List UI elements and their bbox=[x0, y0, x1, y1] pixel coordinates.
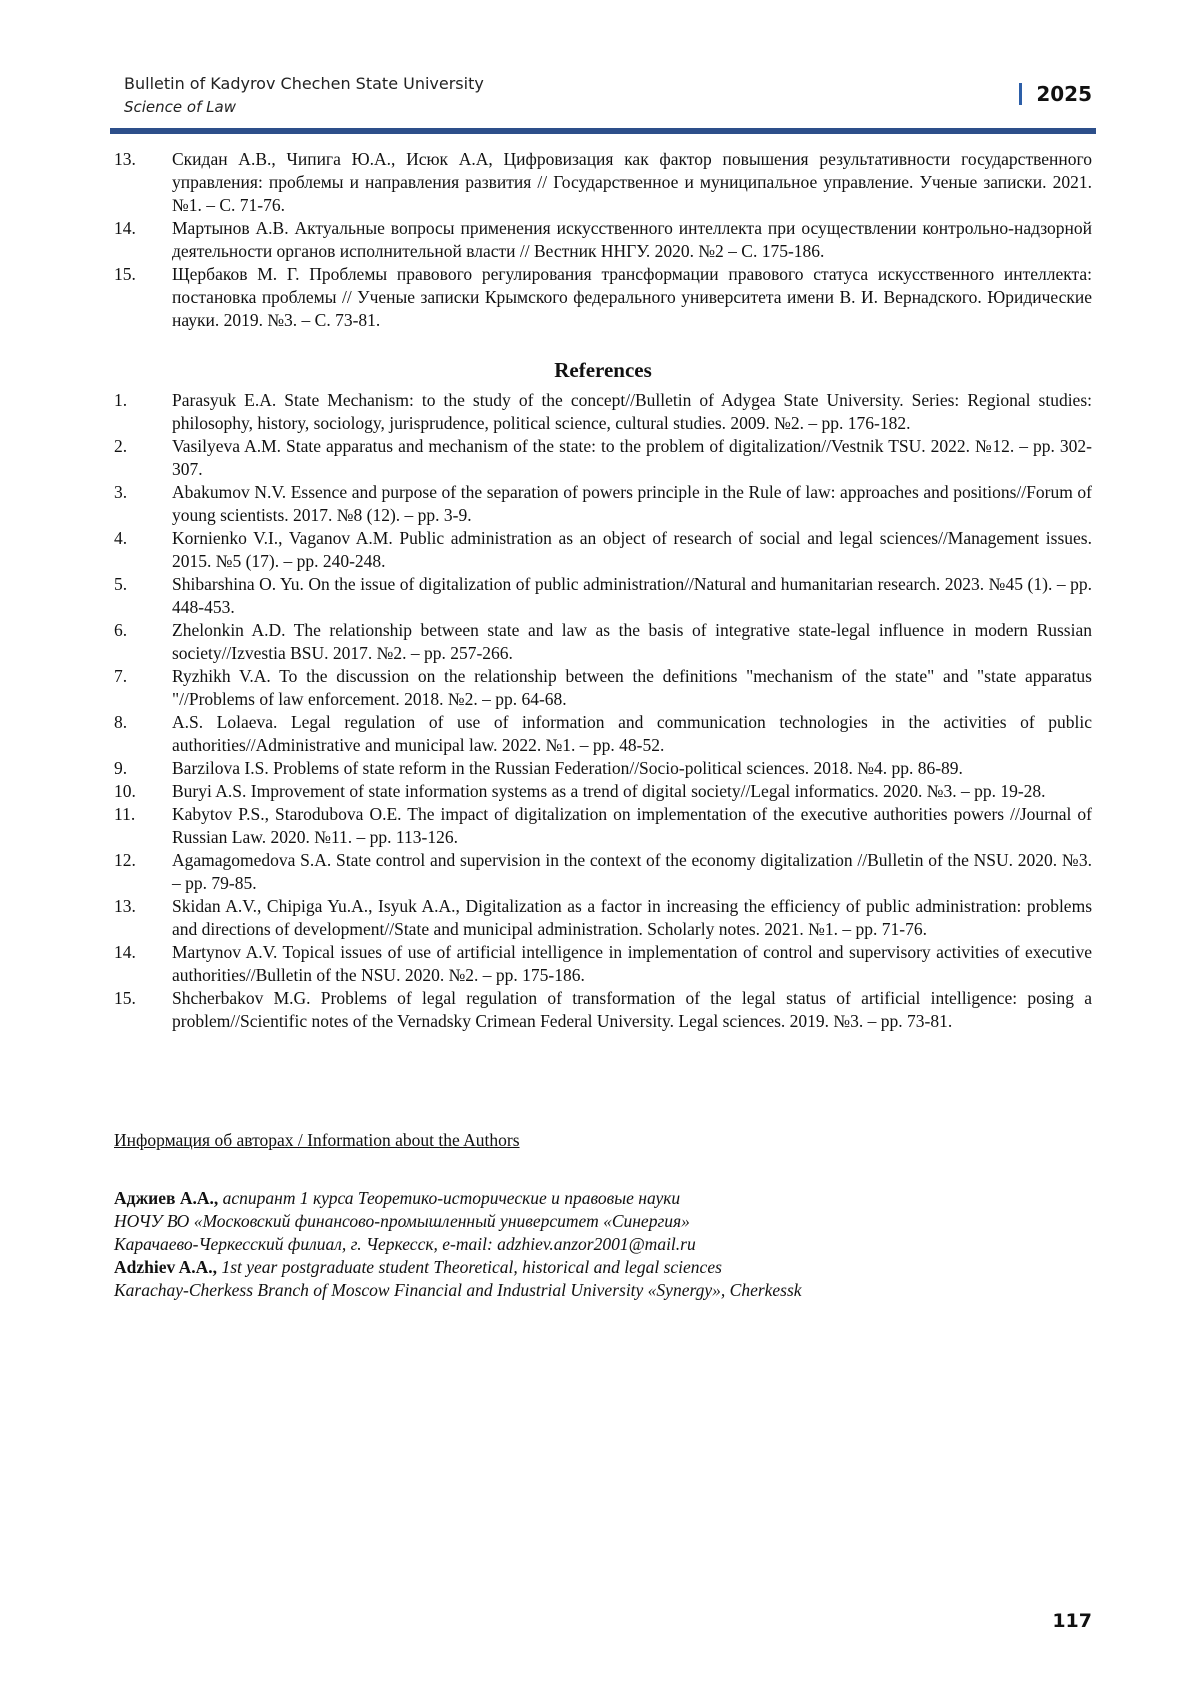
reference-text: Zhelonkin A.D. The relationship between state and law as the basis of integrative state-legal influence in modern Russian society//Izvestia BSU. 2017. №2. – pp. 257-266. bbox=[172, 620, 1092, 663]
reference-number: 1. bbox=[114, 390, 128, 410]
author-en-affiliation: Karachay-Cherkess Branch of Moscow Financial and Industrial University «Synergy», Cherkessk bbox=[114, 1280, 802, 1300]
reference-item bbox=[114, 435, 1092, 481]
reference-text: Skidan A.V., Chipiga Yu.A., Isyuk A.A., Digitalization as a factor in increasing the efficiency of public administration: problems and directions of development//State and municipal administration. Scholarly notes. 2021. №1. – pp. 71-76. bbox=[172, 896, 1092, 939]
reference-number: 14. bbox=[114, 218, 136, 238]
reference-item bbox=[114, 780, 1092, 803]
reference-number: 8. bbox=[114, 712, 128, 732]
english-reference-list bbox=[114, 389, 1092, 1033]
year-label: 2025 bbox=[1036, 82, 1092, 106]
reference-item bbox=[114, 987, 1092, 1033]
reference-item bbox=[114, 263, 1092, 332]
reference-text: Ryzhikh V.A. To the discussion on the relationship between the definitions "mechanism of the state" and "state apparatus "//Problems of law enforcement. 2018. №2. – pp. 64-68. bbox=[172, 666, 1092, 709]
reference-number: 14. bbox=[114, 942, 136, 962]
author-ru-affiliation: НОЧУ ВО «Московский финансово-промышленный университет «Синергия» bbox=[114, 1211, 690, 1231]
reference-text: Kornienko V.I., Vaganov A.M. Public administration as an object of research of social and legal sciences//Management issues. 2015. №5 (17). – pp. 240-248. bbox=[172, 528, 1092, 571]
reference-number: 6. bbox=[114, 620, 128, 640]
reference-item bbox=[114, 619, 1092, 665]
reference-number: 13. bbox=[114, 149, 136, 169]
reference-item bbox=[114, 711, 1092, 757]
reference-text: Barzilova I.S. Problems of state reform in the Russian Federation//Socio-political sciences. 2018. №4. pp. 86-89. bbox=[172, 758, 963, 778]
reference-text: Buryi A.S. Improvement of state information systems as a trend of digital society//Legal informatics. 2020. №3. – pp. 19-28. bbox=[172, 781, 1046, 801]
reference-number: 7. bbox=[114, 666, 128, 686]
reference-text: Kabytov P.S., Starodubova O.E. The impact of digitalization on implementation of the executive authorities powers //Journal of Russian Law. 2020. №11. – pp. 113-126. bbox=[172, 804, 1092, 847]
reference-text: Agamagomedova S.A. State control and supervision in the context of the economy digitalization //Bulletin of the NSU. 2020. №3. – pp. 79-85. bbox=[172, 850, 1092, 893]
reference-item bbox=[114, 573, 1092, 619]
reference-number: 11. bbox=[114, 804, 136, 824]
reference-item bbox=[114, 803, 1092, 849]
reference-number: 15. bbox=[114, 988, 136, 1008]
journal-section: Science of Law bbox=[124, 98, 236, 116]
reference-text: Щербаков М. Г. Проблемы правового регулирования трансформации правового статуса искусственного интеллекта: постановка проблемы // Ученые записки Крымского федерального университета имени В. И. Вернадского. Юридические науки. 2019. №3. – С. 73-81. bbox=[172, 264, 1092, 330]
running-header bbox=[124, 70, 1092, 130]
author-ru-position: аспирант 1 курса Теоретико-исторические и правовые науки bbox=[222, 1188, 681, 1208]
reference-item bbox=[114, 757, 1092, 780]
reference-number: 9. bbox=[114, 758, 128, 778]
authors-info bbox=[114, 1187, 802, 1302]
reference-text: A.S. Lolaeva. Legal regulation of use of information and communication technologies in the activities of public authorities//Administrative and municipal law. 2022. №1. – pp. 48-52. bbox=[172, 712, 1092, 755]
reference-number: 15. bbox=[114, 264, 136, 284]
reference-number: 3. bbox=[114, 482, 128, 502]
author-en-name: Adzhiev A.A., bbox=[114, 1257, 218, 1277]
reference-text: Shibarshina O. Yu. On the issue of digitalization of public administration//Natural and humanitarian research. 2023. №45 (1). – pp. 448-453. bbox=[172, 574, 1092, 617]
reference-text: Скидан А.В., Чипига Ю.А., Исюк А.А, Цифровизация как фактор повышения результативности государственного управления: проблемы и направления развития // Государственное и муниципальное управление. Ученые записки. 2021. №1. – С. 71-76. bbox=[172, 149, 1092, 215]
header-rule bbox=[110, 128, 1096, 134]
reference-item bbox=[114, 941, 1092, 987]
page-number: 117 bbox=[1052, 1610, 1092, 1632]
reference-number: 13. bbox=[114, 896, 136, 916]
references-heading: References bbox=[554, 358, 652, 382]
reference-number: 10. bbox=[114, 781, 136, 801]
reference-text: Мартынов А.В. Актуальные вопросы применения искусственного интеллекта при осуществлении контрольно-надзорной деятельности органов исполнительной власти // Вестник ННГУ. 2020. №2 – С. 175-186. bbox=[172, 218, 1092, 261]
reference-item bbox=[114, 895, 1092, 941]
author-ru-line bbox=[114, 1187, 802, 1210]
reference-item bbox=[114, 389, 1092, 435]
year-accent-bar bbox=[1019, 83, 1022, 105]
reference-text: Parasyuk E.A. State Mechanism: to the study of the concept//Bulletin of Adygea State University. Series: Regional studies: philosophy, history, sociology, jurisprudence, political science, cultural studies. 2009. №2. – pp. 176-182. bbox=[172, 390, 1092, 433]
author-ru-name: Аджиев А.А., bbox=[114, 1188, 219, 1208]
author-ru-branch: Карачаево-Черкесский филиал, г. Черкесск, e-mail: adzhiev.anzor2001@mail.ru bbox=[114, 1234, 696, 1254]
authors-info-title: Информация об авторах / Information about the Authors bbox=[114, 1130, 520, 1150]
reference-item bbox=[114, 217, 1092, 263]
journal-title: Bulletin of Kadyrov Chechen State University bbox=[124, 74, 484, 93]
reference-item bbox=[114, 849, 1092, 895]
author-en-position: 1st year postgraduate student Theoretical, historical and legal sciences bbox=[221, 1257, 722, 1277]
reference-item bbox=[114, 665, 1092, 711]
reference-text: Martynov A.V. Topical issues of use of artificial intelligence in implementation of control and supervisory activities of executive authorities//Bulletin of the NSU. 2020. №2. – pp. 175-186. bbox=[172, 942, 1092, 985]
reference-text: Abakumov N.V. Essence and purpose of the separation of powers principle in the Rule of law: approaches and positions//Forum of young scientists. 2017. №8 (12). – pp. 3-9. bbox=[172, 482, 1092, 525]
reference-number: 12. bbox=[114, 850, 136, 870]
reference-item bbox=[114, 148, 1092, 217]
year-block bbox=[1019, 82, 1092, 106]
reference-text: Vasilyeva A.M. State apparatus and mechanism of the state: to the problem of digitalization//Vestnik TSU. 2022. №12. – pp. 302-307. bbox=[172, 436, 1092, 479]
reference-item bbox=[114, 481, 1092, 527]
author-en-line bbox=[114, 1256, 802, 1279]
reference-text: Shcherbakov M.G. Problems of legal regulation of transformation of the legal status of artificial intelligence: posing a problem//Scientific notes of the Vernadsky Crimean Federal University. Legal sciences. 2019. №3. – pp. 73-81. bbox=[172, 988, 1092, 1031]
reference-number: 4. bbox=[114, 528, 128, 548]
reference-number: 5. bbox=[114, 574, 128, 594]
russian-reference-list bbox=[114, 148, 1092, 332]
reference-item bbox=[114, 527, 1092, 573]
reference-number: 2. bbox=[114, 436, 128, 456]
